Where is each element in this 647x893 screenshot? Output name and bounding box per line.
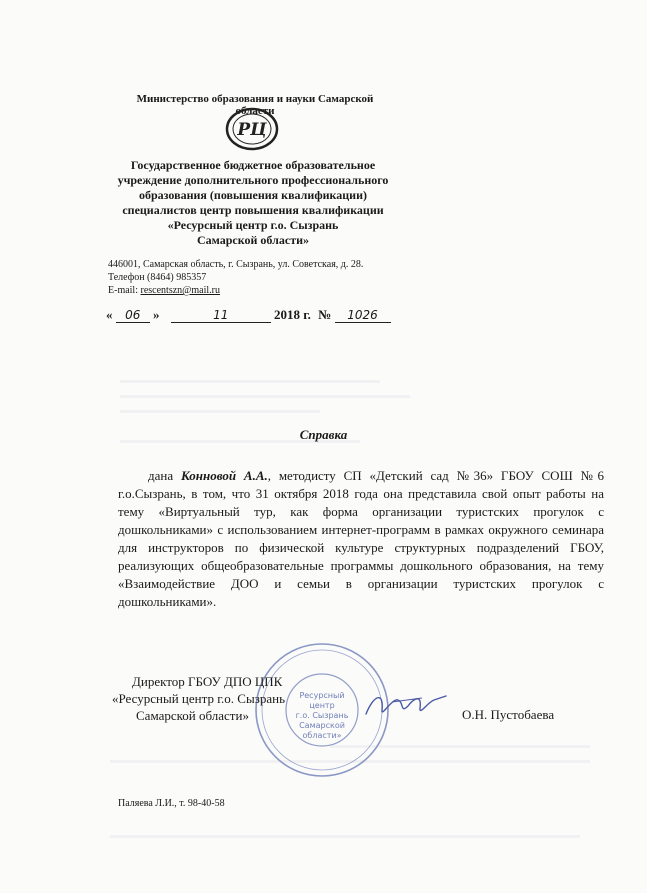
show-through-line bbox=[110, 835, 580, 838]
show-through-line bbox=[120, 410, 320, 413]
organization-logo bbox=[224, 106, 280, 152]
signatory-position: Самарской области» bbox=[136, 708, 249, 723]
email-line bbox=[108, 284, 363, 297]
outgoing-number-line bbox=[106, 307, 391, 323]
quote-close: » bbox=[153, 307, 160, 322]
certificate-body: , методисту СП «Детский сад №36» ГБОУ СОШ №6 г.о.Сызрань, в том, что 31 октября 2018 года она представила свой опыт работы на тему «Виртуальный тур, как форма организации туристских прогулок с дошкольниками» с использованием интернет-программ в рамках окружного семинара для инструкторов по физической культуре структурных подразделений ГБОУ, реализующих общеобразовательные программы дошкольного образования, на тему «Взаимодействие ДОО и семьи в организации туристских прогулок с дошкольниками». bbox=[118, 468, 604, 609]
svg-text:Самарской: Самарской bbox=[299, 721, 345, 730]
ministry-name: Министерство образования и науки Самарской области bbox=[136, 93, 374, 117]
svg-text:области»: области» bbox=[302, 731, 342, 740]
signatory-name: О.Н. Пустобаева bbox=[462, 707, 555, 722]
date-year: 2018 г. bbox=[274, 307, 311, 322]
quote-open: « bbox=[106, 307, 113, 322]
svg-text:Ресурсный: Ресурсный bbox=[299, 691, 345, 700]
executor-info: Паляева Л.И., т. 98-40-58 bbox=[118, 798, 225, 809]
document-title: Справка bbox=[299, 427, 348, 442]
recipient-name: Конновой А.А. bbox=[180, 468, 268, 483]
signatory-block bbox=[112, 673, 285, 724]
number-label: № bbox=[318, 307, 332, 322]
email-link[interactable]: rescentszn@mail.ru bbox=[140, 285, 220, 296]
org-line: учреждение дополнительного профессионального bbox=[117, 173, 389, 187]
org-line: образования (повышения квалификации) bbox=[139, 188, 367, 202]
date-day: 06 bbox=[116, 308, 150, 323]
outgoing-number: 1026 bbox=[335, 308, 391, 323]
org-line: Государственное бюджетное образовательное bbox=[130, 158, 376, 172]
given-to: дана bbox=[148, 468, 181, 483]
show-through-line bbox=[120, 380, 380, 383]
handwritten-signature bbox=[362, 684, 448, 724]
date-month: 11 bbox=[171, 308, 271, 323]
certificate-text bbox=[118, 467, 604, 611]
org-line: Самарской области» bbox=[197, 233, 309, 247]
postal-address: 446001, Самарская область, г. Сызрань, ул. Советская, д. 28. bbox=[108, 259, 364, 270]
svg-text:центр: центр bbox=[309, 701, 335, 710]
show-through-line bbox=[120, 395, 410, 398]
signatory-position: «Ресурсный центр г.о. Сызрань bbox=[112, 691, 286, 706]
contact-block bbox=[108, 258, 363, 297]
svg-text:РЦ: РЦ bbox=[237, 120, 267, 140]
organization-name bbox=[108, 158, 398, 248]
email-label: E-mail: bbox=[108, 285, 141, 296]
signatory-position: Директор ГБОУ ДПО ЦПК bbox=[132, 674, 283, 689]
svg-text:г.о. Сызрань: г.о. Сызрань bbox=[295, 711, 349, 720]
org-line: специалистов центр повышения квалификации bbox=[122, 203, 384, 217]
phone-number: Телефон (8464) 985357 bbox=[108, 272, 207, 283]
org-line: «Ресурсный центр г.о. Сызрань bbox=[167, 218, 339, 232]
